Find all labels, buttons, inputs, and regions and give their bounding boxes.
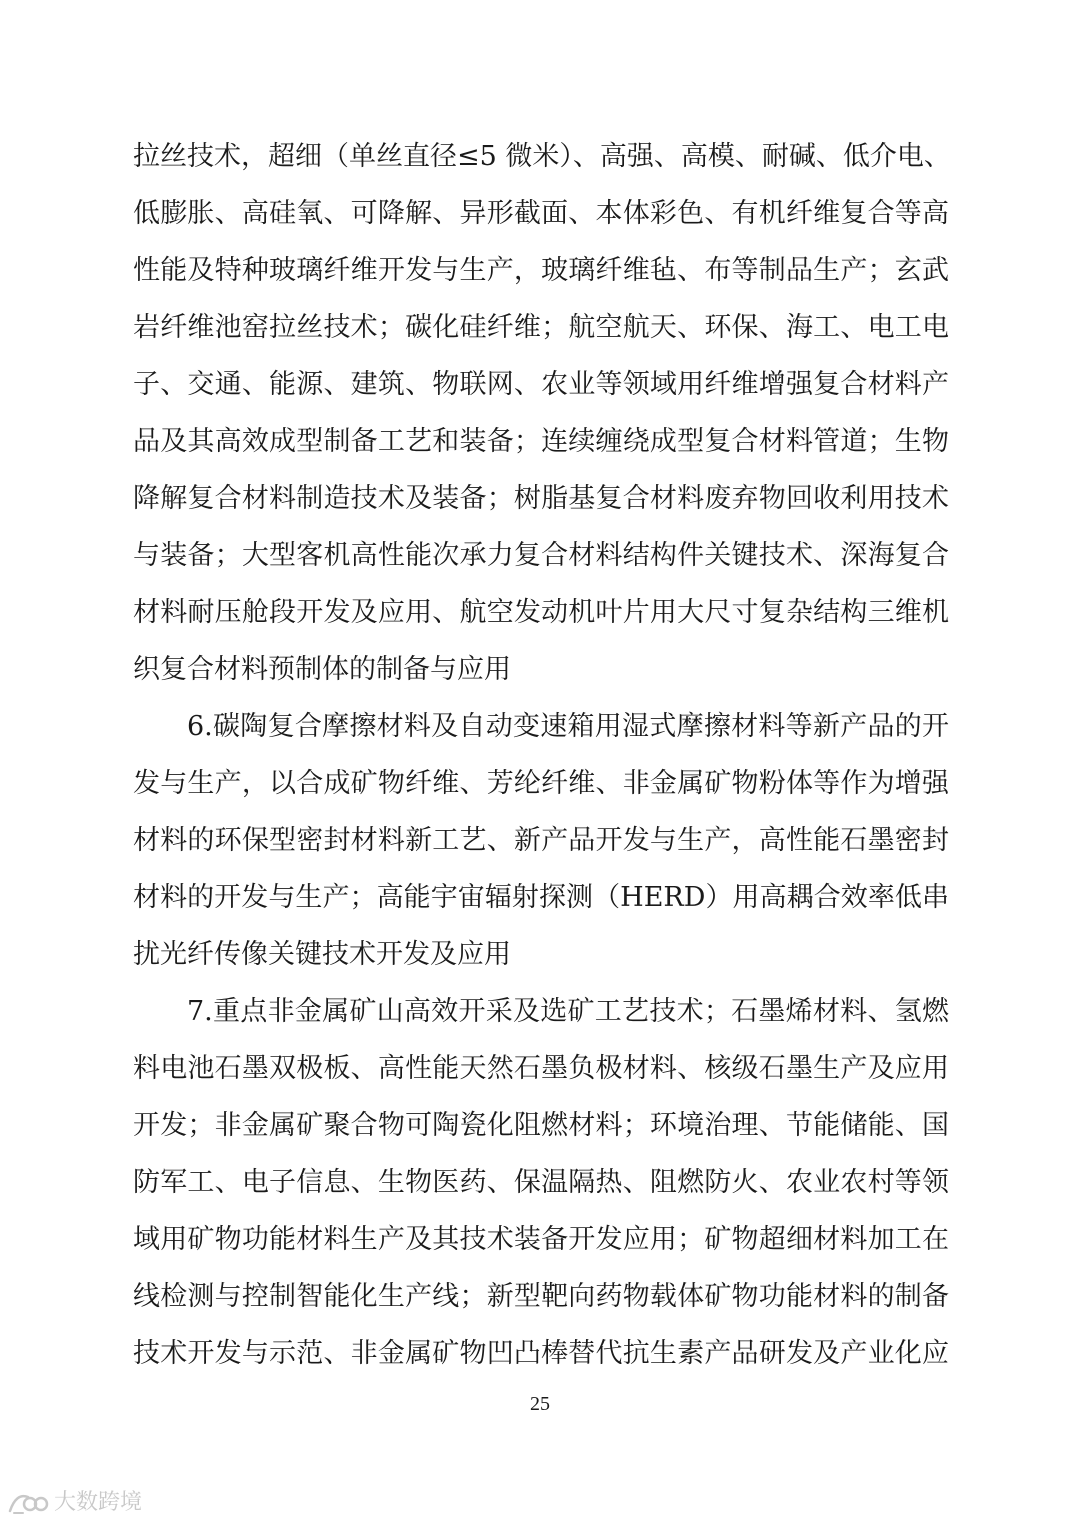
- text-line-9: 材料耐压舱段开发及应用、航空发动机叶片用大尺寸复杂结构三维机: [133, 597, 949, 628]
- paragraph-6-line-3: 材料的环保型密封材料新工艺、新产品开发与生产，高性能石墨密封: [133, 825, 949, 856]
- paragraph-7-line-3: 开发；非金属矿聚合物可陶瓷化阻燃材料；环境治理、节能储能、国: [133, 1110, 949, 1141]
- text-line-8: 与装备；大型客机高性能次承力复合材料结构件关键技术、深海复合: [133, 540, 949, 571]
- paragraph-7-line-2: 料电池石墨双极板、高性能天然石墨负极材料、核级石墨生产及应用: [133, 1053, 949, 1084]
- dashuju-logo-icon: [6, 1489, 50, 1517]
- text-line-10: 织复合材料预制体的制备与应用: [133, 654, 511, 685]
- paragraph-7-line-6: 线检测与控制智能化生产线；新型靶向药物载体矿物功能材料的制备: [133, 1281, 949, 1312]
- text-line-6: 品及其高效成型制备工艺和装备；连续缠绕成型复合材料管道；生物: [133, 426, 949, 457]
- watermark-text: 大数跨境: [54, 1490, 143, 1515]
- text-line-4: 岩纤维池窑拉丝技术；碳化硅纤维；航空航天、环保、海工、电工电: [133, 312, 949, 343]
- text-line-5: 子、交通、能源、建筑、物联网、农业等领域用纤维增强复合材料产: [133, 369, 949, 400]
- paragraph-6-line-4: 材料的开发与生产；高能宇宙辐射探测（HERD）用高耦合效率低串: [133, 882, 949, 913]
- text-line-3: 性能及特种玻璃纤维开发与生产，玻璃纤维毡、布等制品生产；玄武: [133, 255, 949, 286]
- text-line-1: 拉丝技术，超细（单丝直径≤5 微米）、高强、高模、耐碱、低介电、: [133, 141, 951, 172]
- paragraph-7-line-5: 域用矿物功能材料生产及其技术装备开发应用；矿物超细材料加工在: [133, 1224, 949, 1255]
- paragraph-6-line-5: 扰光纤传像关键技术开发及应用: [133, 939, 511, 970]
- paragraph-6-line-2: 发与生产，以合成矿物纤维、芳纶纤维、非金属矿物粉体等作为增强: [133, 768, 949, 799]
- paragraph-6-line-1: 6.碳陶复合摩擦材料及自动变速箱用湿式摩擦材料等新产品的开: [187, 711, 949, 742]
- page-number: 25: [530, 1393, 550, 1415]
- paragraph-7-line-4: 防军工、电子信息、生物医药、保温隔热、阻燃防火、农业农村等领: [133, 1167, 949, 1198]
- paragraph-7-line-1: 7.重点非金属矿山高效开采及选矿工艺技术；石墨烯材料、氢燃: [187, 996, 949, 1027]
- paragraph-7-line-7: 技术开发与示范、非金属矿物凹凸棒替代抗生素产品研发及产业化应: [133, 1338, 949, 1369]
- text-line-2: 低膨胀、高硅氧、可降解、异形截面、本体彩色、有机纤维复合等高: [133, 198, 949, 229]
- text-line-7: 降解复合材料制造技术及装备；树脂基复合材料废弃物回收利用技术: [133, 483, 949, 514]
- watermark: [6, 1486, 142, 1520]
